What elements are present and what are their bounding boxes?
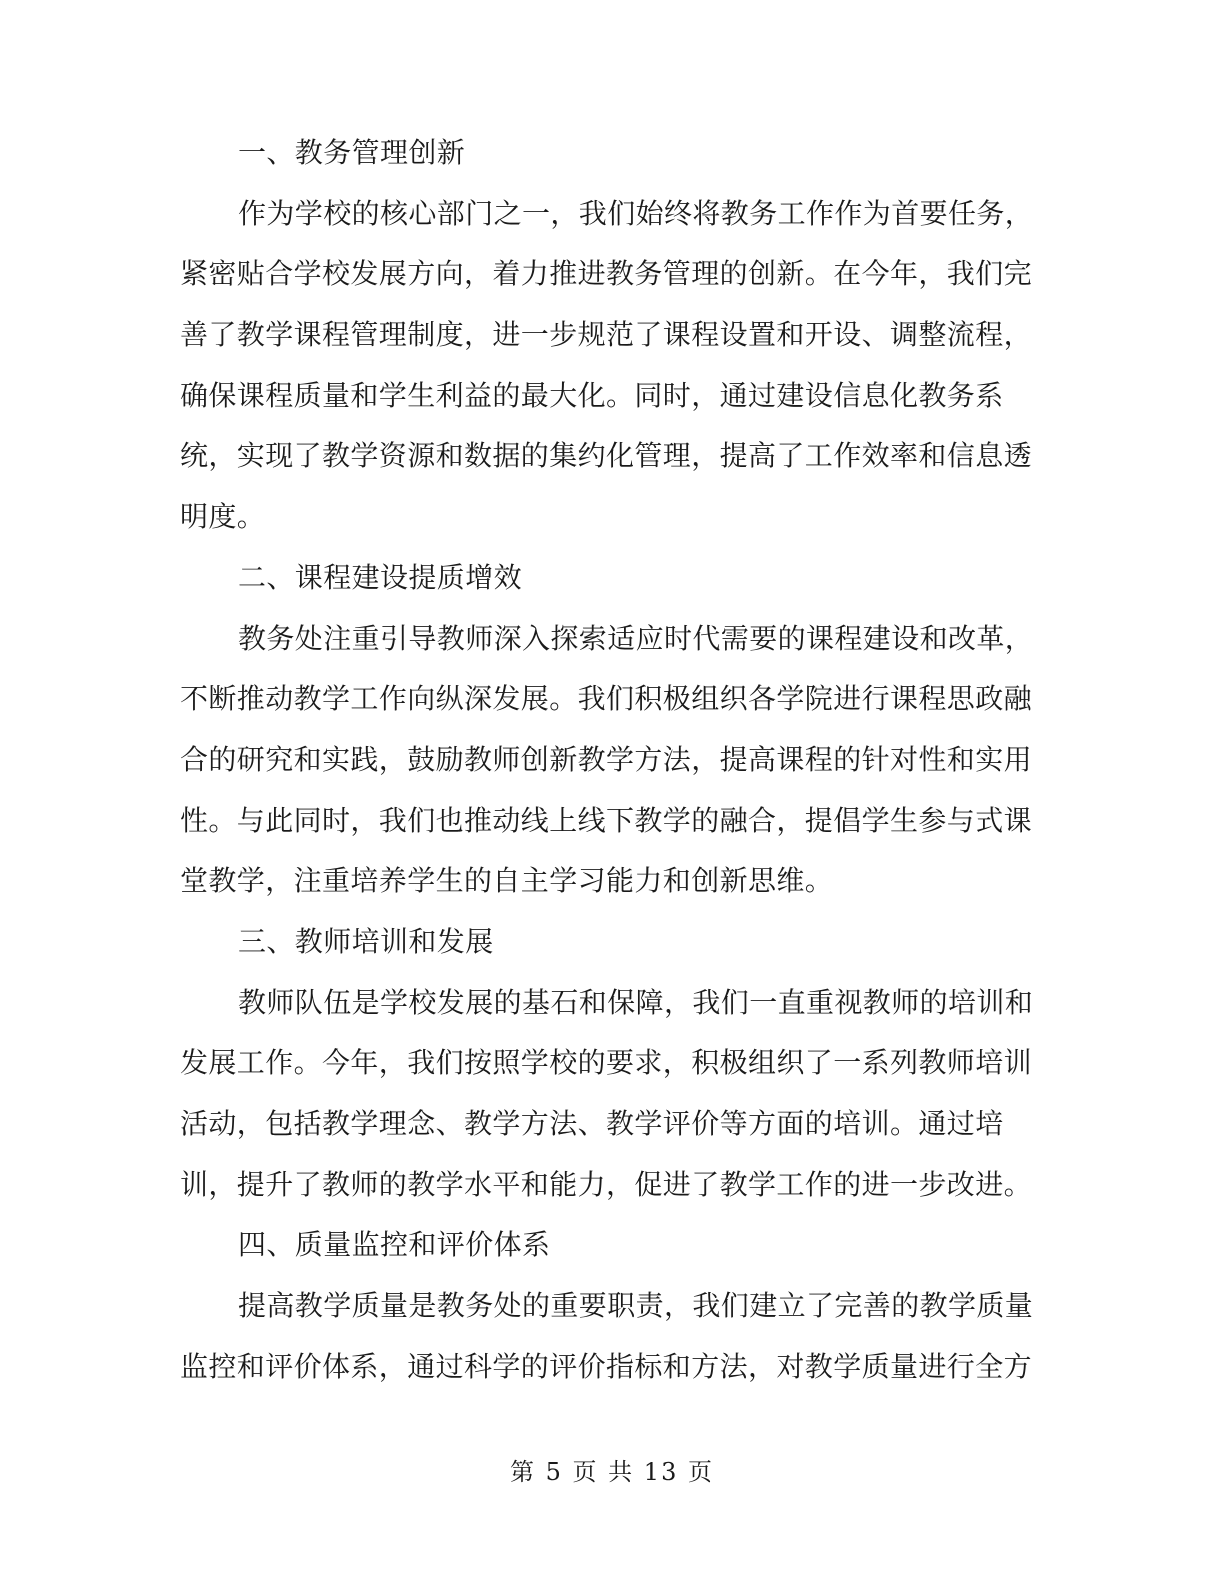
paragraph-line: 训，提升了教师的教学水平和能力，促进了教学工作的进一步改进。 <box>180 1167 1033 1201</box>
paragraph-line: 紧密贴合学校发展方向，着力推进教务管理的创新。在今年，我们完 <box>180 257 1033 291</box>
paragraph-line: 明度。 <box>180 500 266 534</box>
paragraph-line: 提高教学质量是教务处的重要职责，我们建立了完善的教学质量 <box>238 1289 1034 1323</box>
paragraph-line: 监控和评价体系，通过科学的评价指标和方法，对教学质量进行全方 <box>180 1349 1033 1383</box>
paragraph-line: 教师队伍是学校发展的基石和保障，我们一直重视教师的培训和 <box>238 985 1034 1019</box>
paragraph-line: 确保课程质量和学生利益的最大化。同时，通过建设信息化教务系 <box>180 378 1004 412</box>
paragraph-line: 发展工作。今年，我们按照学校的要求，积极组织了一系列教师培训 <box>180 1046 1033 1080</box>
paragraph-line: 性。与此同时，我们也推动线上线下教学的融合，提倡学生参与式课 <box>180 803 1033 837</box>
paragraph-line: 善了教学课程管理制度，进一步规范了课程设置和开设、调整流程， <box>180 318 1033 352</box>
page-number-footer: 第 5 页 共 13 页 <box>510 1458 714 1486</box>
paragraph-line: 作为学校的核心部门之一，我们始终将教务工作作为首要任务， <box>238 196 1034 230</box>
paragraph-line: 合的研究和实践，鼓励教师创新教学方法，提高课程的针对性和实用 <box>180 742 1033 776</box>
section-heading-2: 二、课程建设提质增效 <box>238 560 523 594</box>
paragraph-line: 不断推动教学工作向纵深发展。我们积极组织各学院进行课程思政融 <box>180 682 1033 716</box>
paragraph-line: 教务处注重引导教师深入探索适应时代需要的课程建设和改革， <box>238 621 1034 655</box>
section-heading-3: 三、教师培训和发展 <box>238 924 494 958</box>
paragraph-line: 活动，包括教学理念、教学方法、教学评价等方面的培训。通过培 <box>180 1107 1004 1140</box>
paragraph-line: 堂教学，注重培养学生的自主学习能力和创新思维。 <box>180 864 834 898</box>
section-heading-4: 四、质量监控和评价体系 <box>238 1228 551 1262</box>
document-body <box>180 123 1034 1397</box>
paragraph-line: 统，实现了教学资源和数据的集约化管理，提高了工作效率和信息透 <box>180 439 1033 473</box>
section-heading-1: 一、教务管理创新 <box>238 136 466 169</box>
